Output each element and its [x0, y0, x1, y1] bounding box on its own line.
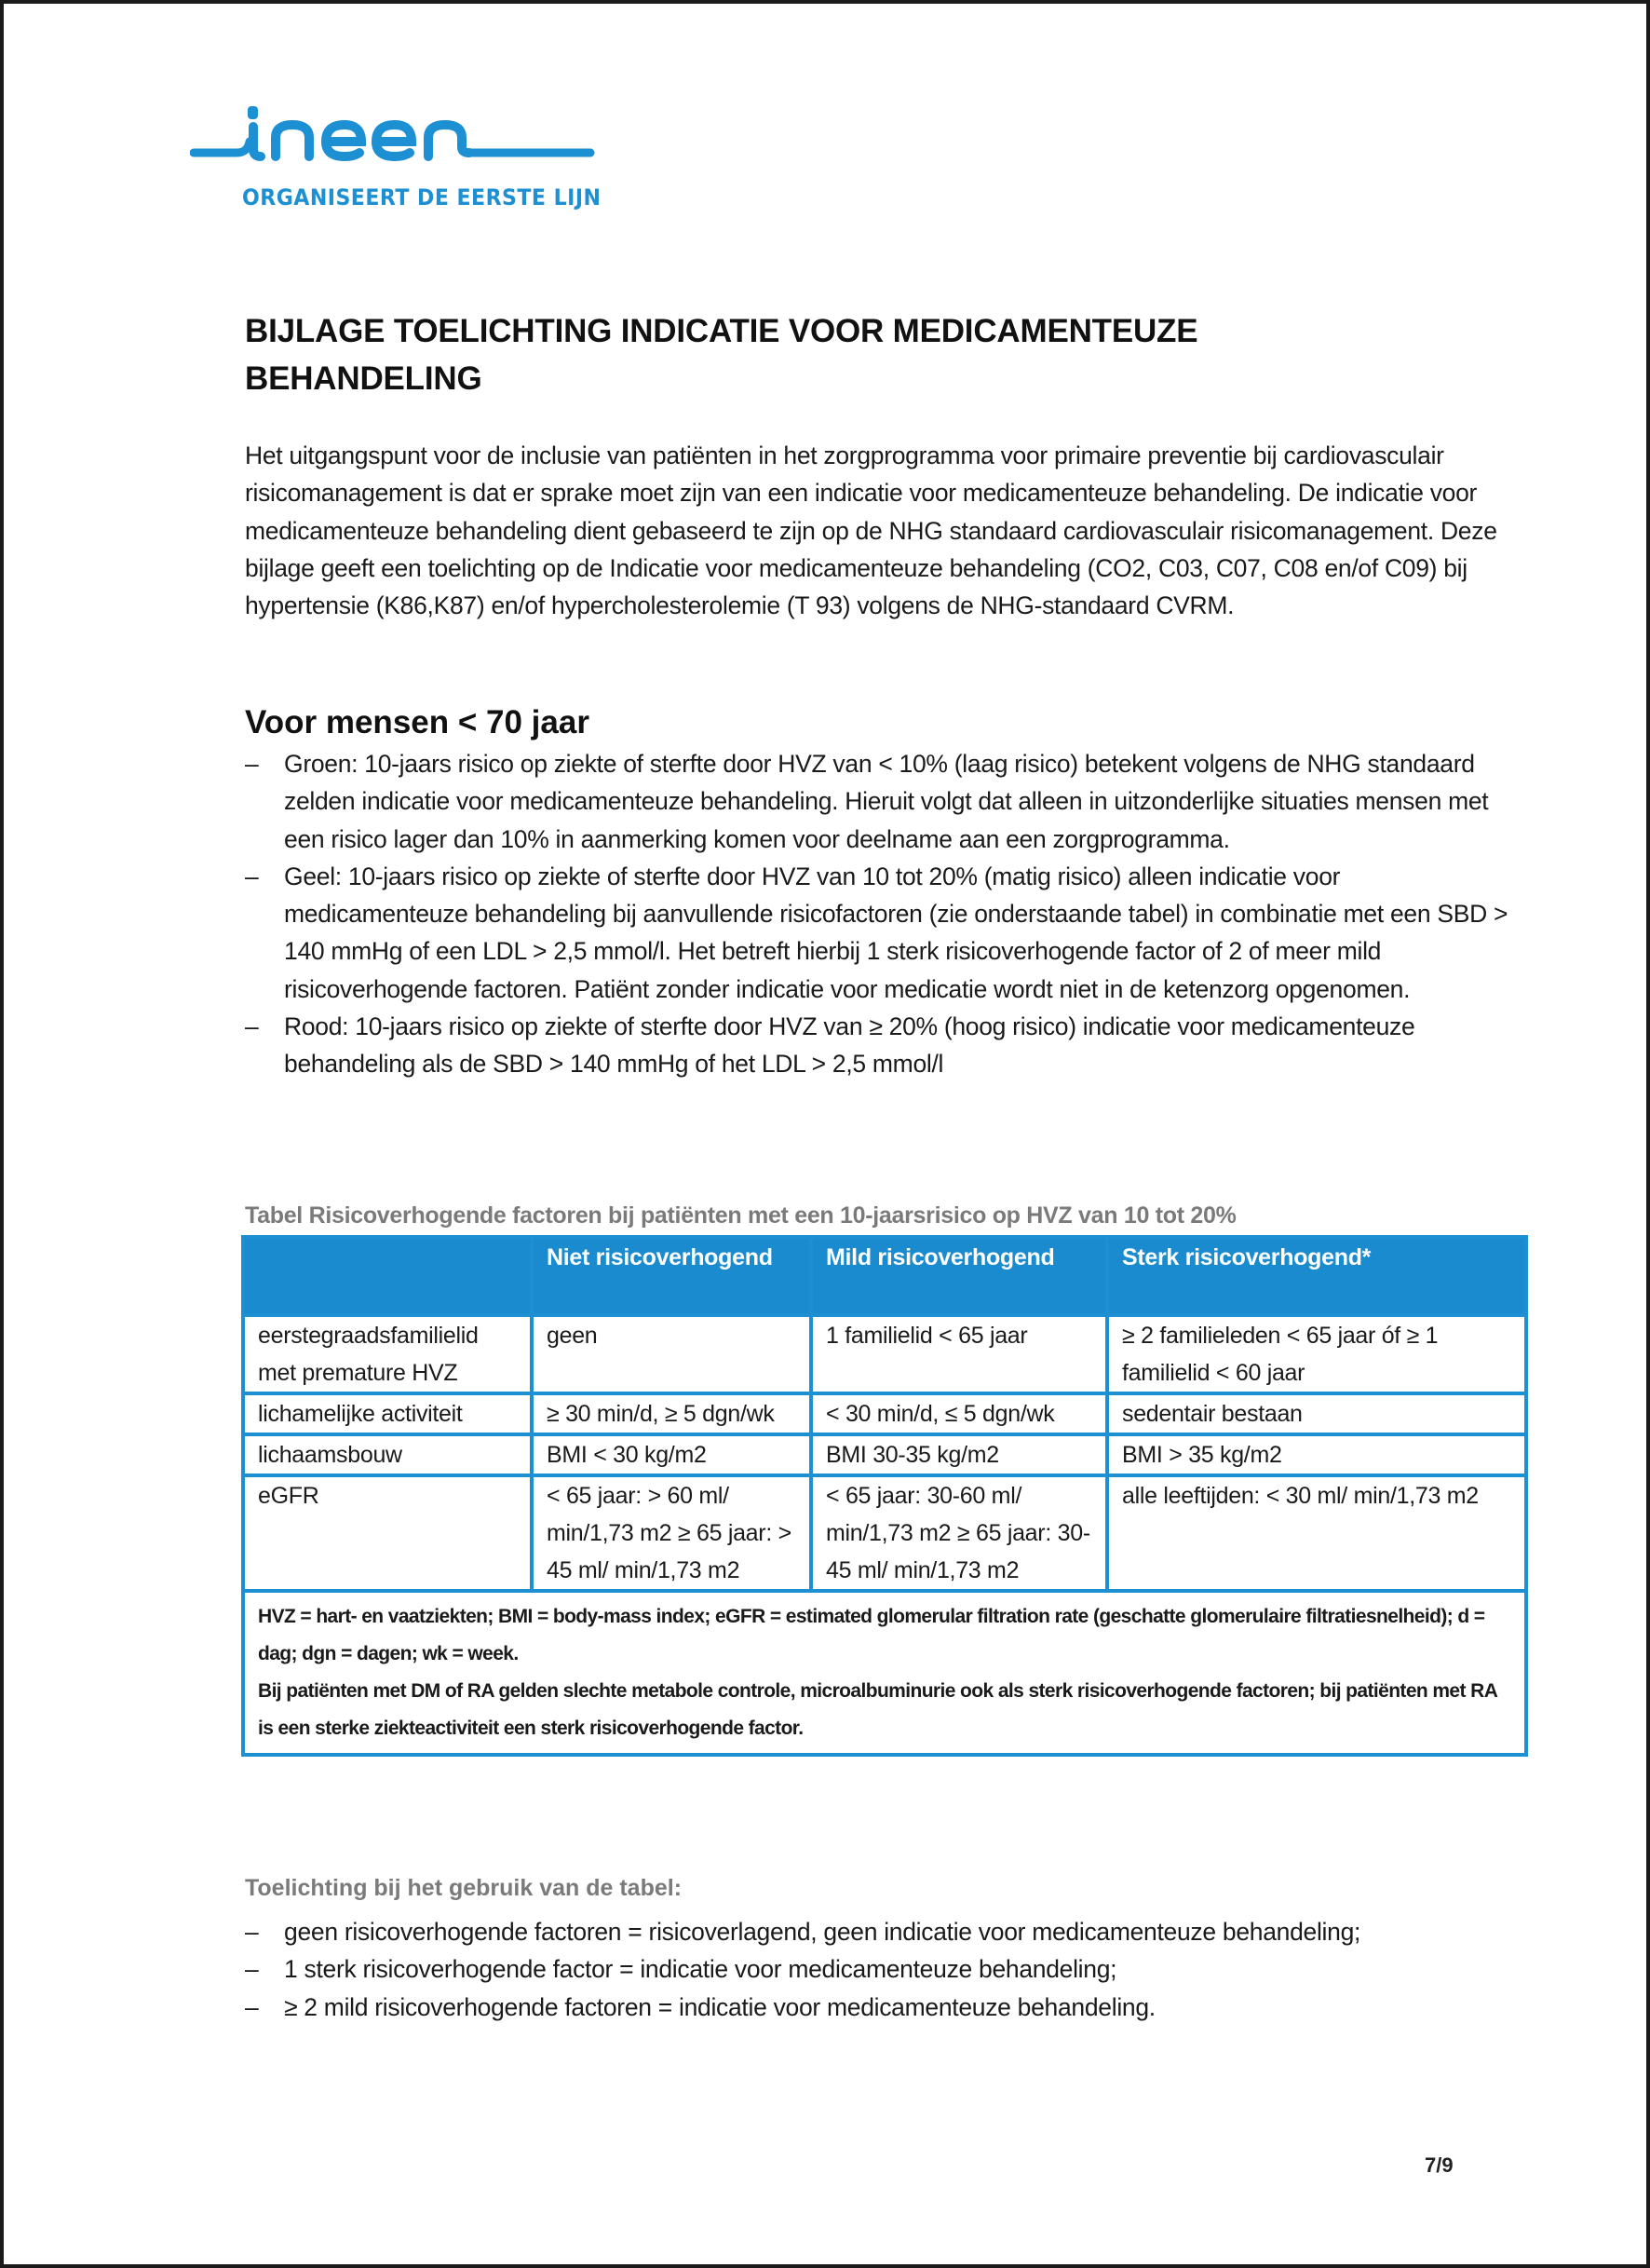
column-header-sterk: Sterk risicoverhogend* [1107, 1237, 1526, 1315]
table-row [243, 1434, 1526, 1475]
sterk-cell: alle leeftijden: < 30 ml/ min/1,73 m2 [1107, 1475, 1526, 1591]
list-item-text: ≥ 2 mild risicoverhogende factoren = indicatie voor medicamenteuze behandeling. [284, 1992, 1156, 2021]
list-item-groen [245, 745, 1521, 858]
risk-category-list [245, 745, 1521, 1083]
niet-cell: geen [532, 1315, 811, 1393]
column-header-factor [243, 1237, 532, 1315]
logo-tagline: ORGANISEERT DE EERSTE LIJN [242, 184, 602, 211]
mild-cell: BMI 30-35 kg/m2 [811, 1434, 1107, 1475]
bullet-dash: – [245, 1955, 259, 1984]
list-item [245, 1989, 1455, 2026]
table-row [243, 1475, 1526, 1591]
risk-factors-table [241, 1235, 1528, 1757]
factor-cell: lichamelijke activiteit [243, 1393, 532, 1434]
list-item-text: geen risicoverhogende factoren = risicoverlagend, geen indicatie voor medicamenteuze behandeling; [284, 1918, 1361, 1946]
sterk-cell: sedentair bestaan [1107, 1393, 1526, 1434]
table-row [243, 1393, 1526, 1434]
section-heading: Voor mensen < 70 jaar [245, 704, 589, 740]
table-footnote-row [243, 1591, 1526, 1755]
ineen-logo [190, 99, 600, 220]
sterk-cell: BMI > 35 kg/m2 [1107, 1434, 1526, 1475]
bullet-dash: – [245, 750, 259, 778]
bullet-dash: – [245, 1918, 259, 1946]
usage-heading: Toelichting bij het gebruik van de tabel: [245, 1875, 683, 1901]
mild-cell: 1 familielid < 65 jaar [811, 1315, 1107, 1393]
usage-list [245, 1913, 1455, 2026]
factor-cell: eerstegraadsfamilielid met premature HVZ [243, 1315, 532, 1393]
mild-cell: < 65 jaar: 30-60 ml/ min/1,73 m2 ≥ 65 jaar: 30-45 ml/ min/1,73 m2 [811, 1475, 1107, 1591]
bullet-dash: – [245, 1992, 259, 2021]
list-item [245, 1950, 1455, 1988]
footnote-dm-ra: Bij patiënten met DM of RA gelden slechte metabole controle, microalbuminurie ook als sterk risicoverhogende factoren; bij patiënten met RA is een sterke ziekteactiviteit een sterk risicoverhogende factor. [258, 1680, 1497, 1739]
list-item-text: Rood: 10-jaars risico op ziekte of sterfte door HVZ van ≥ 20% (hoog risico) indicatie voor medicamenteuze behandeling als de SBD > 140 mmHg of het LDL > 2,5 mmol/l [284, 1012, 1415, 1079]
list-item-rood [245, 1008, 1521, 1083]
niet-cell: ≥ 30 min/d, ≥ 5 dgn/wk [532, 1393, 811, 1434]
sterk-cell: ≥ 2 familieleden < 65 jaar óf ≥ 1 familielid < 60 jaar [1107, 1315, 1526, 1393]
list-item-text: 1 sterk risicoverhogende factor = indicatie voor medicamenteuze behandeling; [284, 1955, 1117, 1984]
list-item-text: Geel: 10-jaars risico op ziekte of sterfte door HVZ van 10 tot 20% (matig risico) alleen indicatie voor medicamenteuze behandeling bij aanvullende risicofactoren (zie onderstaande tabel) in combinatie met een SBD > 140 mmHg of een LDL > 2,5 mmol/l. Het betreft hierbij 1 sterk risicoverhogende factor of 2 of meer mild risicoverhogende factoren. Patiënt zonder indicatie voor medicatie wordt niet in de ketenzorg opgenomen. [284, 862, 1508, 1003]
ineen-wordmark-icon [190, 99, 600, 183]
factor-cell: lichaamsbouw [243, 1434, 532, 1475]
niet-cell: BMI < 30 kg/m2 [532, 1434, 811, 1475]
bullet-dash: – [245, 1012, 259, 1041]
table-row [243, 1315, 1526, 1393]
footnote-abbreviations: HVZ = hart- en vaatziekten; BMI = body-mass index; eGFR = estimated glomerular filtration rate (geschatte glomerulaire filtratiesnelheid); d = dag; dgn = dagen; wk = week. [258, 1606, 1485, 1664]
column-header-niet: Niet risicoverhogend [532, 1237, 811, 1315]
mild-cell: < 30 min/d, ≤ 5 dgn/wk [811, 1393, 1107, 1434]
bullet-dash: – [245, 862, 259, 890]
list-item-geel [245, 858, 1521, 1008]
niet-cell: < 65 jaar: > 60 ml/ min/1,73 m2 ≥ 65 jaar: > 45 ml/ min/1,73 m2 [532, 1475, 811, 1591]
table-caption: Tabel Risicoverhogende factoren bij patiënten met een 10-jaarsrisico op HVZ van 10 tot 20% [245, 1202, 1237, 1229]
list-item [245, 1913, 1455, 1950]
factor-cell: eGFR [243, 1475, 532, 1591]
intro-paragraph: Het uitgangspunt voor de inclusie van patiënten in het zorgprogramma voor primaire preventie bij cardiovasculair risicomanagement is dat er sprake moet zijn van een indicatie voor medicamenteuze behandeling. De indicatie voor medicamenteuze behandeling dient gebaseerd te zijn op de NHG standaard cardiovasculair risicomanagement. Deze bijlage geeft een toelichting op de Indicatie voor medicamenteuze behandeling (CO2, C03, C07, C08 en/of C09) bij hypertensie (K86,K87) en/of hypercholesterolemie (T 93) volgens de NHG-standaard CVRM. [245, 441, 1497, 620]
document-title: BIJLAGE TOELICHTING INDICATIE VOOR MEDICAMENTEUZE BEHANDELING [245, 313, 1198, 397]
table-footnote [243, 1591, 1526, 1755]
table-header-row [243, 1237, 1526, 1315]
list-item-text: Groen: 10-jaars risico op ziekte of sterfte door HVZ van < 10% (laag risico) betekent volgens de NHG standaard zelden indicatie voor medicamenteuze behandeling. Hieruit volgt dat alleen in uitzonderlijke situaties mensen met een risico lager dan 10% in aanmerking komen voor deelname aan een zorgprogramma. [284, 750, 1489, 853]
column-header-mild: Mild risicoverhogend [811, 1237, 1107, 1315]
page-number: 7/9 [1425, 2153, 1454, 2177]
